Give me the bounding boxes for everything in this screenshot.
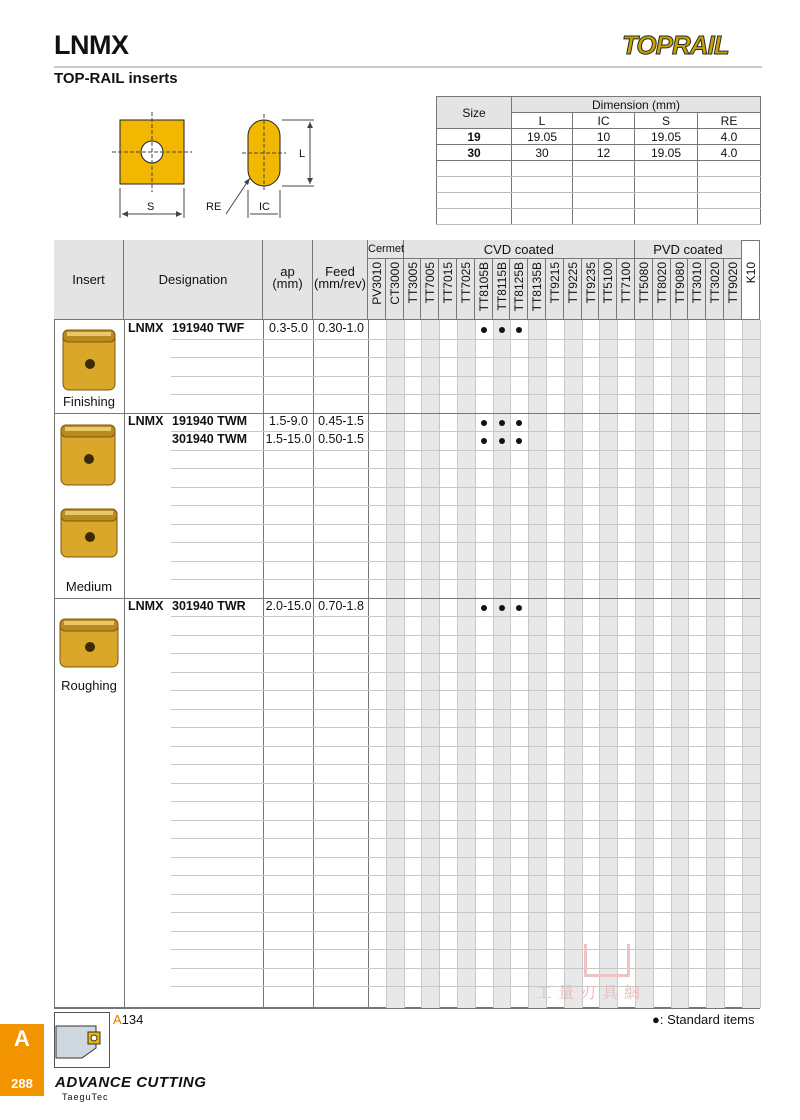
grade-name: K10 xyxy=(743,262,758,284)
row-divider xyxy=(171,801,760,802)
watermark-text: 工量刃具網 xyxy=(536,985,647,1002)
grade-name: TT8135B xyxy=(530,262,545,312)
grade-divider xyxy=(528,320,529,1008)
grade-divider xyxy=(617,320,618,1008)
grade-column-stripe xyxy=(421,320,439,1008)
medium-insert-image-1 xyxy=(58,419,120,489)
grade-name: TT9020 xyxy=(726,262,740,304)
insert-header: Insert xyxy=(54,240,124,320)
dim-value: 4.0 xyxy=(698,145,761,161)
grade-divider xyxy=(510,320,511,1008)
row-divider xyxy=(171,579,760,580)
row-divider xyxy=(171,653,760,654)
row-divider xyxy=(171,690,760,691)
watermark-icon xyxy=(584,944,630,977)
dim-value: 19.05 xyxy=(635,145,698,161)
dimension-header: Dimension (mm) xyxy=(512,97,761,113)
grade-divider xyxy=(724,320,725,1008)
grade-name: TT8105B xyxy=(476,262,491,312)
grade-divider xyxy=(404,320,405,1008)
row-divider xyxy=(171,450,760,451)
grade-divider xyxy=(439,320,440,1008)
grade-divider xyxy=(546,320,547,1008)
grade-column-stripe xyxy=(635,320,653,1008)
grade-table xyxy=(54,240,760,1008)
brand-logo: ADVANCE CUTTING xyxy=(55,1074,207,1091)
label-s: S xyxy=(147,201,155,213)
grade-name: PV3010 xyxy=(370,262,384,305)
dim-value: 19.05 xyxy=(635,129,698,145)
standard-item-dot xyxy=(499,420,505,426)
row-divider xyxy=(171,820,760,821)
grade-name: TT7100 xyxy=(619,262,634,304)
label-ic: IC xyxy=(259,201,270,213)
grade-name: CT3000 xyxy=(387,262,402,305)
standard-item-dot xyxy=(499,605,505,611)
designation-prefix: LNMX xyxy=(128,598,164,613)
toolholder-icon xyxy=(54,1012,110,1068)
row-divider xyxy=(171,912,760,913)
grade-name: TT7005 xyxy=(423,262,438,304)
row-divider xyxy=(171,505,760,506)
legend-standard-items: ●: Standard items xyxy=(652,1012,755,1027)
group-label: Medium xyxy=(65,578,113,594)
dim-value: 30 xyxy=(512,145,573,161)
designation-code: 301940 TWR xyxy=(172,598,246,613)
standard-item-dot xyxy=(516,420,522,426)
designation-code: 191940 TWF xyxy=(172,321,245,335)
row-divider xyxy=(171,764,760,765)
roughing-insert-image xyxy=(57,613,123,671)
row-divider xyxy=(171,616,760,617)
grade-divider xyxy=(457,320,458,1008)
grade-divider xyxy=(421,320,422,1008)
page-title: LNMX xyxy=(54,30,129,60)
page-subtitle: TOP-RAIL inserts xyxy=(54,70,178,87)
designation-code: 191940 TWM xyxy=(172,413,248,428)
brand-subtitle: TaeguTec xyxy=(62,1092,109,1102)
feed-cell: 0.50-1.5 xyxy=(318,432,364,446)
ap-unit: (mm) xyxy=(272,276,303,291)
row-divider xyxy=(171,468,760,469)
standard-item-dot xyxy=(499,438,505,444)
grade-name: TT8020 xyxy=(654,262,669,304)
grade-column-stripe xyxy=(528,320,546,1008)
grade-divider xyxy=(653,320,654,1008)
grade-name: TT7015 xyxy=(441,262,456,304)
finishing-insert-image xyxy=(60,324,120,394)
ap-cell: 1.5-9.0 xyxy=(269,413,308,428)
dim-col-ic: IC xyxy=(573,113,635,129)
ap-cell: 2.0-15.0 xyxy=(265,598,312,613)
designation-cell xyxy=(128,321,244,335)
grade-name: TT9215 xyxy=(548,262,562,304)
grade-name: TT9235 xyxy=(583,262,598,304)
feed-label: Feed xyxy=(325,264,355,279)
label-l: L xyxy=(299,148,306,160)
designation-prefix: LNMX xyxy=(128,321,164,335)
grade-name: TT5100 xyxy=(601,262,616,304)
feed-unit: (mm/rev) xyxy=(314,276,366,291)
row-divider xyxy=(171,894,760,895)
row-divider xyxy=(171,968,760,969)
grade-column-stripe xyxy=(742,320,760,1008)
grade-name: TT7025 xyxy=(459,262,473,304)
grade-divider xyxy=(706,320,707,1008)
grade-column-stripe xyxy=(386,320,404,1008)
grade-divider xyxy=(599,320,600,1008)
grade-name: TT5080 xyxy=(637,262,651,304)
feed-header xyxy=(313,240,368,320)
ref-letter: A xyxy=(113,1012,122,1027)
grade-name: TT3020 xyxy=(708,262,723,304)
grade-divider xyxy=(564,320,565,1008)
designation-prefix: LNMX xyxy=(128,413,164,428)
cermet-header: Cermet xyxy=(368,240,404,259)
standard-item-dot xyxy=(481,605,487,611)
section-letter: A xyxy=(14,1026,30,1051)
row-divider xyxy=(171,561,760,562)
size-value: 19 xyxy=(437,129,512,145)
grade-name: TT9080 xyxy=(672,262,687,304)
page-number: 288 xyxy=(11,1076,33,1091)
dim-col-l: L xyxy=(512,113,573,129)
designation-cell xyxy=(128,432,247,446)
dim-col-s: S xyxy=(635,113,698,129)
feed-cell: 0.30-1.0 xyxy=(318,321,364,335)
row-divider xyxy=(171,986,760,987)
grade-divider xyxy=(635,320,636,1008)
grade-column-stripe xyxy=(706,320,724,1008)
row-divider xyxy=(171,357,760,358)
ap-header xyxy=(263,240,313,320)
standard-item-dot xyxy=(481,420,487,426)
row-divider xyxy=(171,727,760,728)
row-divider xyxy=(171,487,760,488)
grade-name: TT8115B xyxy=(494,262,509,311)
ap-cell: 1.5-15.0 xyxy=(265,432,312,446)
grade-name: TT3010 xyxy=(690,262,705,304)
size-value: 30 xyxy=(437,145,512,161)
row-divider xyxy=(171,709,760,710)
column-divider xyxy=(368,320,369,1008)
standard-item-dot xyxy=(516,605,522,611)
grade-name: TT8125B xyxy=(512,262,527,312)
row-divider xyxy=(171,746,760,747)
grade-divider xyxy=(493,320,494,1008)
footer-divider xyxy=(54,1008,760,1009)
feed-cell: 0.45-1.5 xyxy=(318,413,364,428)
row-divider xyxy=(171,838,760,839)
pvd-header: PVD coated xyxy=(635,240,742,259)
row-divider xyxy=(171,524,760,525)
title-divider xyxy=(54,66,762,68)
grade-divider xyxy=(671,320,672,1008)
grade-column-stripe xyxy=(599,320,617,1008)
group-label: Finishing xyxy=(62,393,116,409)
grade-divider xyxy=(688,320,689,1008)
dimension-table xyxy=(436,96,761,225)
row-divider xyxy=(171,376,760,377)
designation-cell xyxy=(128,599,246,613)
ap-cell: 0.3-5.0 xyxy=(269,321,308,335)
label-re: RE xyxy=(206,201,222,213)
ref-page: 134 xyxy=(121,1012,144,1027)
row-divider xyxy=(171,635,760,636)
grade-name: TT3005 xyxy=(405,262,420,304)
row-divider xyxy=(171,672,760,673)
dim-value: 4.0 xyxy=(698,129,761,145)
row-divider xyxy=(171,542,760,543)
dim-value: 19.05 xyxy=(512,129,573,145)
page-reference[interactable] xyxy=(113,1012,143,1027)
standard-item-dot xyxy=(499,327,505,333)
cvd-header: CVD coated xyxy=(404,240,635,259)
row-divider xyxy=(171,431,760,432)
standard-item-dot xyxy=(481,327,487,333)
grade-column-stripe xyxy=(457,320,475,1008)
designation-header: Designation xyxy=(124,240,263,320)
grade-column-stripe xyxy=(564,320,582,1008)
dim-col-re: RE xyxy=(698,113,761,129)
row-divider xyxy=(171,339,760,340)
row-divider xyxy=(171,857,760,858)
row-divider xyxy=(171,783,760,784)
row-divider xyxy=(171,931,760,932)
row-divider xyxy=(171,949,760,950)
size-header: Size xyxy=(437,97,512,129)
grade-divider xyxy=(760,320,761,1008)
row-divider xyxy=(171,875,760,876)
dim-value: 10 xyxy=(573,129,635,145)
grade-divider xyxy=(742,320,743,1008)
ap-label: ap xyxy=(280,264,295,279)
feed-cell: 0.70-1.8 xyxy=(318,598,364,613)
dim-value: 12 xyxy=(573,145,635,161)
toprail-logo: TOPRAIL xyxy=(622,30,729,60)
standard-item-dot xyxy=(481,438,487,444)
designation-cell xyxy=(128,414,247,428)
grade-divider xyxy=(582,320,583,1008)
row-divider xyxy=(171,394,760,395)
grade-name: TT9225 xyxy=(565,262,580,304)
grade-divider xyxy=(475,320,476,1008)
designation-code: 301940 TWM xyxy=(172,432,248,446)
group-label: Roughing xyxy=(61,677,117,693)
column-divider xyxy=(124,320,125,1008)
grade-divider xyxy=(386,320,387,1008)
grade-column-stripe xyxy=(671,320,689,1008)
medium-insert-image-2 xyxy=(58,503,122,561)
